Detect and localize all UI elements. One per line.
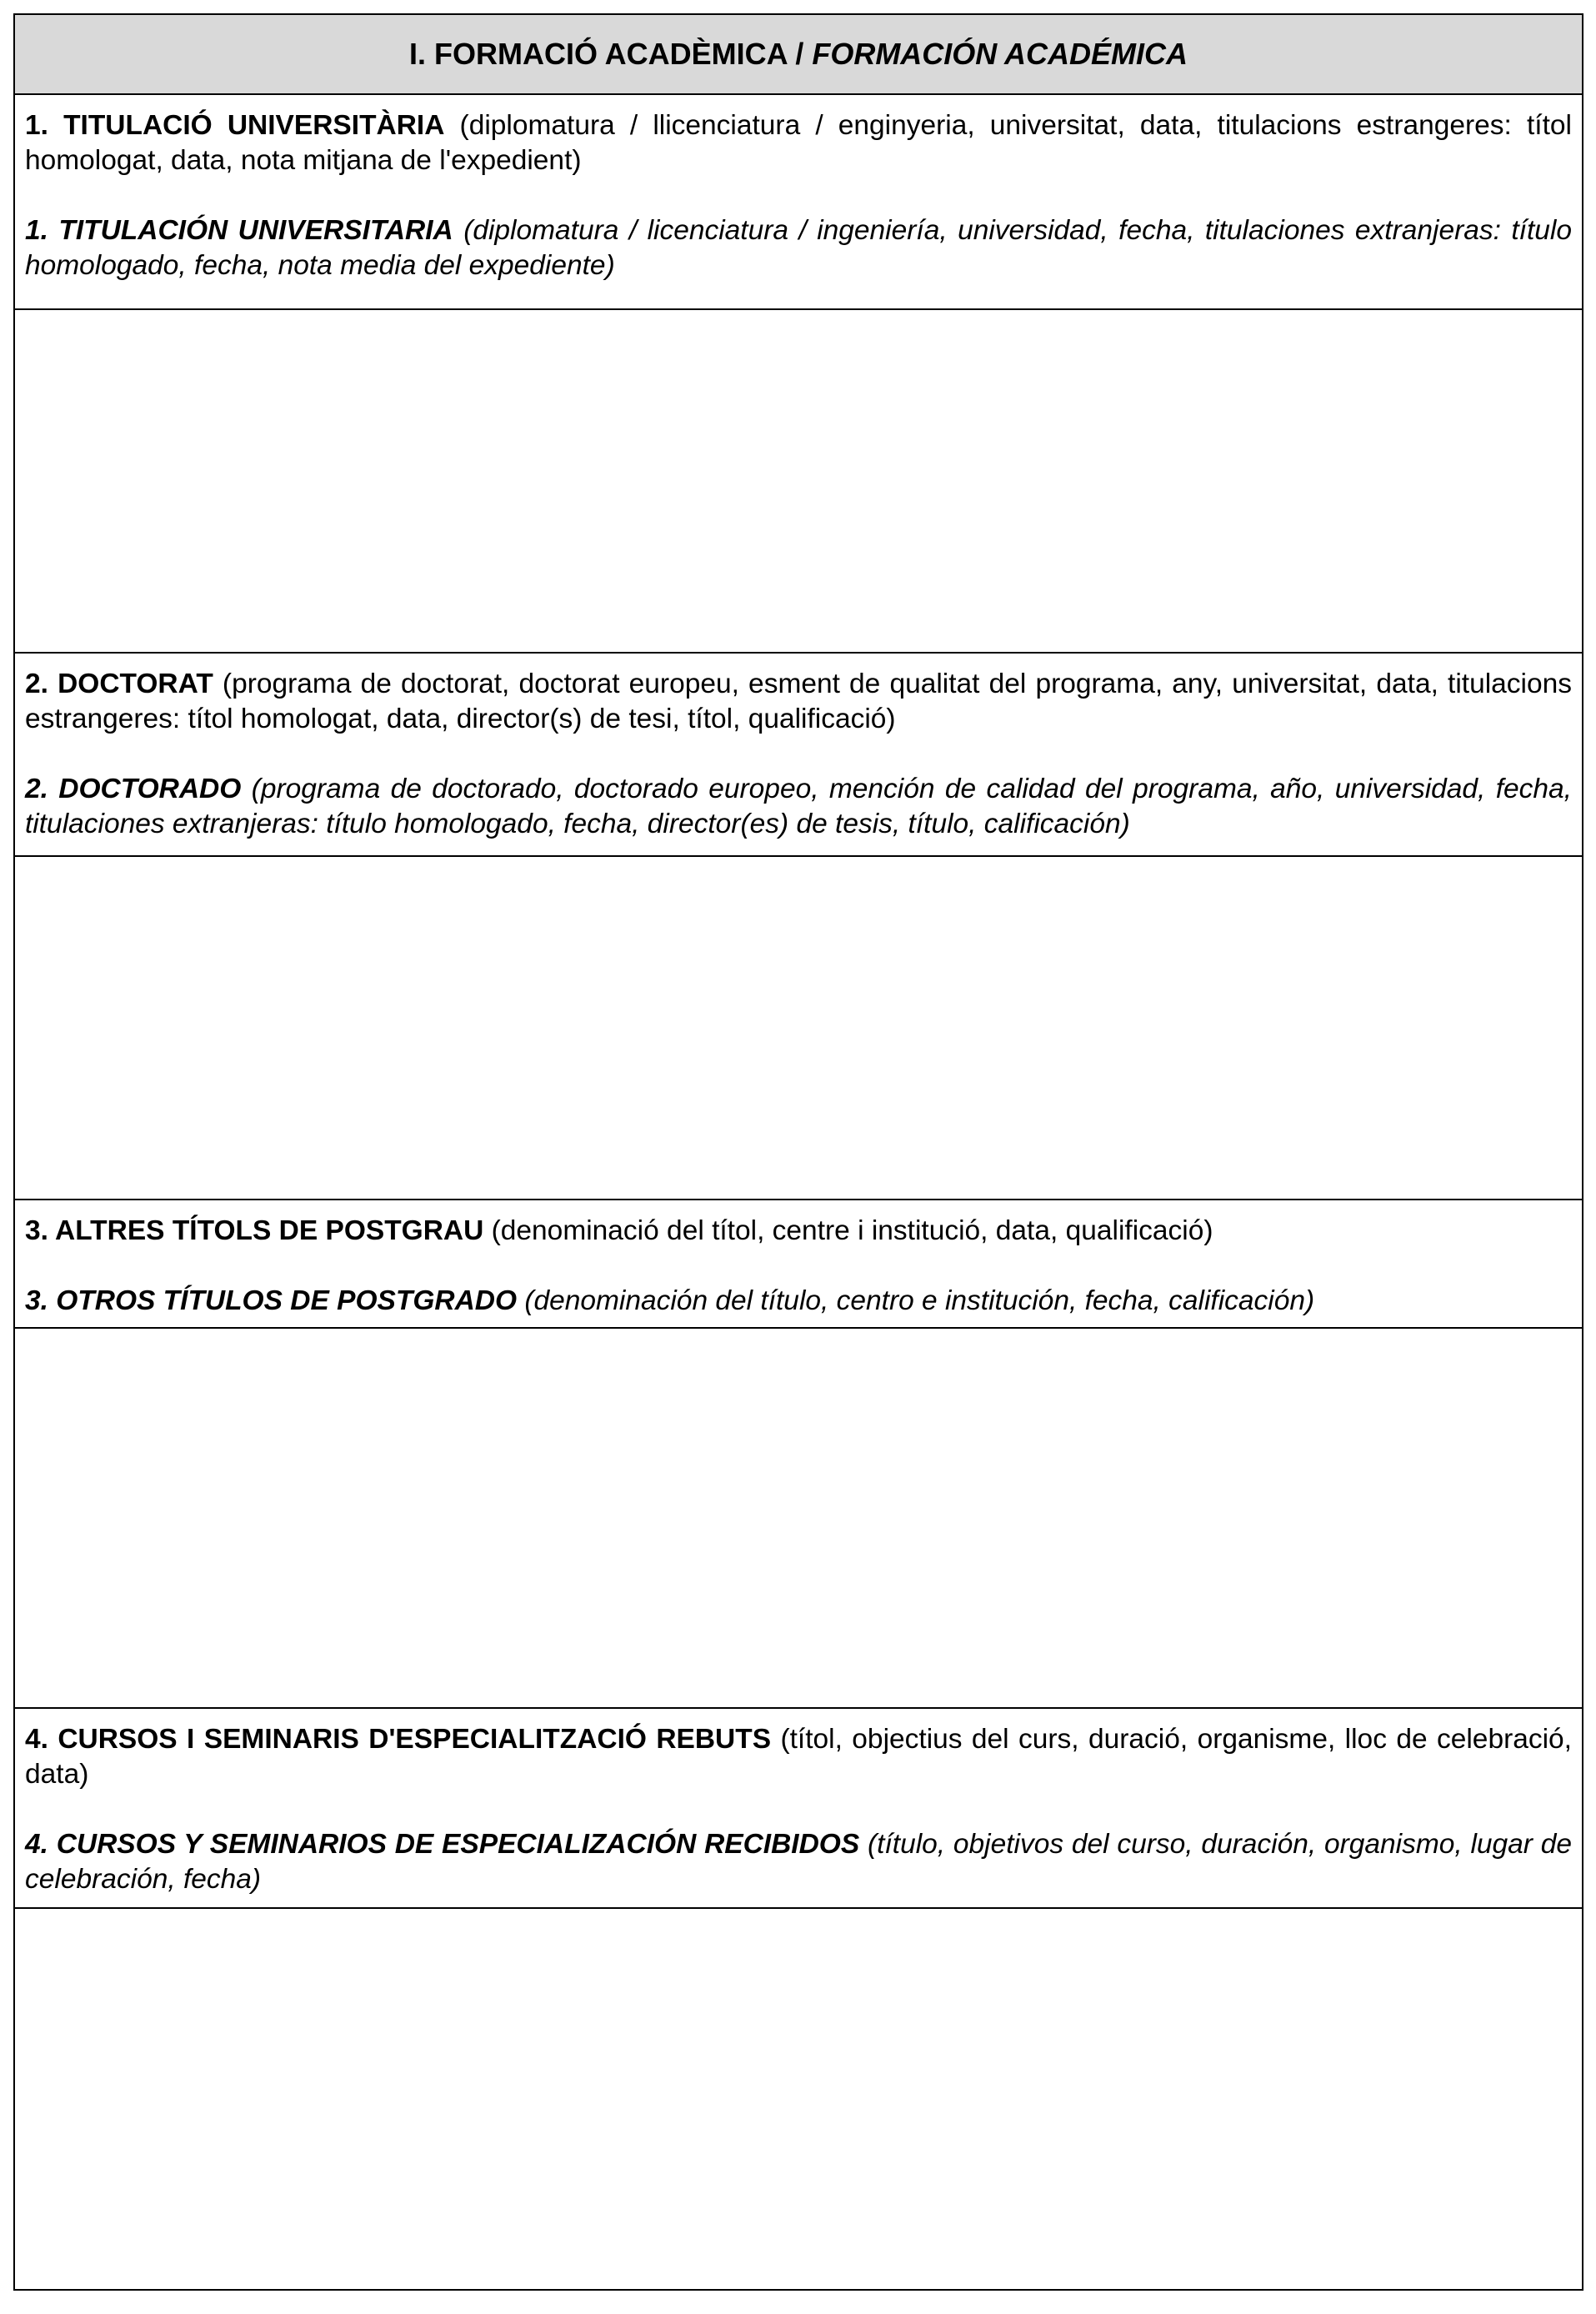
section-4-label-es xyxy=(25,1827,1572,1897)
section-3-title-es: 3. OTROS TÍTULOS DE POSTGRADO xyxy=(25,1285,518,1316)
section-3-label-ca xyxy=(25,1214,1572,1249)
section-1-desc-es: (diplomatura / licenciatura / ingeniería, universidad, fecha, titulaciones extranjeras: título homologado, fecha, nota media del expediente) xyxy=(25,215,1572,281)
section-header xyxy=(15,15,1582,95)
section-4-desc-ca: (títol, objectius del curs, duració, organisme, lloc de celebració, data) xyxy=(25,1724,1572,1790)
section-3-desc-ca: (denominació del títol, centre i institució, data, qualificació) xyxy=(483,1215,1213,1246)
section-4-desc-es: (título, objetivos del curso, duración, organismo, lugar de celebración, fecha) xyxy=(25,1829,1572,1895)
section-1-title-ca: 1. TITULACIÓ UNIVERSITÀRIA xyxy=(25,110,445,141)
section-3-desc-es: (denominación del título, centro e institución, fecha, calificación) xyxy=(517,1285,1315,1316)
section-3-label-es xyxy=(25,1284,1572,1319)
section-2-desc-ca: (programa de doctorat, doctorat europeu, esment de qualitat del programa, any, universitat, data, titulacions estrangeres: títol homologat, data, director(s) de tesi, títol, qualificació) xyxy=(25,669,1572,734)
section-3-label xyxy=(15,1200,1582,1329)
section-2-desc-es: (programa de doctorado, doctorado europeo, mención de calidad del programa, año, universidad, fecha, titulaciones extranjeras: título homologado, fecha, director(es) de tesis, título, calificación) xyxy=(25,774,1572,839)
section-4-answer-box[interactable] xyxy=(15,1909,1582,2289)
section-3-title-ca: 3. ALTRES TÍTOLS DE POSTGRAU xyxy=(25,1215,484,1246)
section-2-title-es: 2. DOCTORADO xyxy=(25,774,242,804)
section-2-label xyxy=(15,654,1582,857)
section-4-title-ca: 4. CURSOS I SEMINARIS D'ESPECIALITZACIÓ REBUTS xyxy=(25,1724,772,1755)
section-4-label xyxy=(15,1709,1582,1909)
header-title-ca: I. FORMACIÓ ACADÈMICA / xyxy=(409,37,813,71)
academic-training-form xyxy=(13,13,1583,2291)
section-4-title-es: 4. CURSOS Y SEMINARIOS DE ESPECIALIZACIÓN RECIBIDOS xyxy=(25,1829,860,1860)
section-2-answer-box[interactable] xyxy=(15,857,1582,1200)
section-1-title-es: 1. TITULACIÓN UNIVERSITARIA xyxy=(25,215,453,246)
section-2-label-es xyxy=(25,772,1572,842)
section-3-answer-box[interactable] xyxy=(15,1329,1582,1709)
section-1-desc-ca: (diplomatura / llicenciatura / enginyeria, universitat, data, titulacions estrangeres: títol homologat, data, nota mitjana de l'expedient) xyxy=(25,110,1572,176)
section-1-label xyxy=(15,95,1582,310)
section-1-answer-box[interactable] xyxy=(15,310,1582,654)
section-2-label-ca xyxy=(25,667,1572,737)
section-4-label-ca xyxy=(25,1722,1572,1792)
section-1-label-es xyxy=(25,213,1572,283)
header-title-es: FORMACIÓN ACADÉMICA xyxy=(812,37,1188,71)
section-2-title-ca: 2. DOCTORAT xyxy=(25,669,213,699)
section-1-label-ca xyxy=(25,108,1572,178)
